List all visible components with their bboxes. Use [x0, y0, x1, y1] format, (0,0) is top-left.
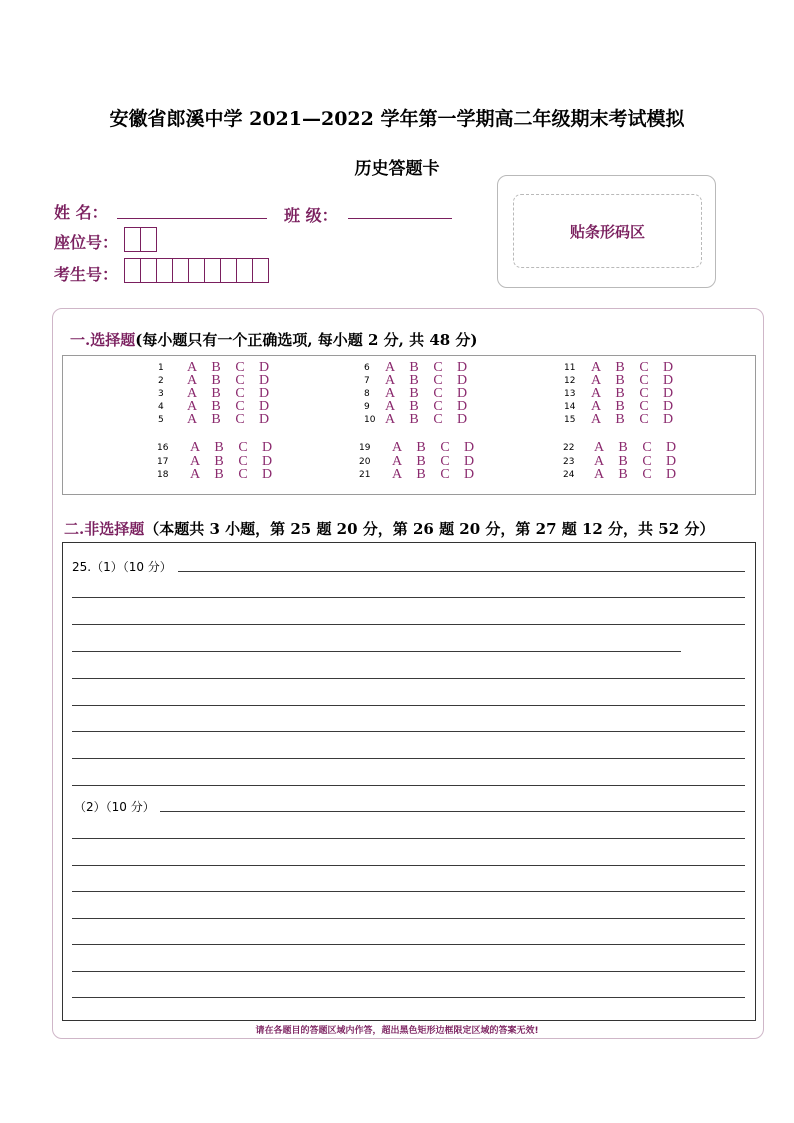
answer-line[interactable]	[72, 624, 745, 625]
option-a-bubble[interactable]: A	[590, 412, 602, 427]
option-b-bubble[interactable]: B	[615, 373, 625, 388]
answer-line[interactable]	[72, 838, 745, 839]
question-number: 14	[564, 402, 576, 412]
option-b-bubble[interactable]: B	[618, 440, 628, 455]
option-c-bubble[interactable]: C	[433, 373, 443, 388]
class-label: 班 级：	[284, 206, 338, 225]
option-b-bubble[interactable]: B	[615, 360, 625, 375]
question-number: 1	[158, 363, 164, 373]
option-b-bubble[interactable]: B	[214, 440, 224, 455]
answer-line[interactable]	[72, 865, 745, 866]
option-c-bubble[interactable]: C	[642, 454, 652, 469]
option-d-bubble[interactable]: D	[463, 454, 475, 469]
question-number: 8	[364, 389, 370, 399]
option-a-bubble[interactable]: A	[186, 399, 198, 414]
option-a-bubble[interactable]: A	[189, 467, 201, 482]
answer-line[interactable]	[72, 971, 745, 972]
answer-line[interactable]	[72, 891, 745, 892]
question-number: 24	[563, 470, 575, 480]
option-c-bubble[interactable]: C	[235, 412, 245, 427]
answer-region-q25	[62, 542, 756, 1021]
option-d-bubble[interactable]: D	[662, 412, 674, 427]
answer-line[interactable]	[72, 705, 745, 706]
option-b-bubble[interactable]: B	[211, 373, 221, 388]
option-a-bubble[interactable]: A	[186, 412, 198, 427]
option-b-bubble[interactable]: B	[214, 467, 224, 482]
question-number: 2	[158, 376, 164, 386]
option-c-bubble[interactable]: C	[433, 360, 443, 375]
option-b-bubble[interactable]: B	[214, 454, 224, 469]
option-b-bubble[interactable]: B	[615, 399, 625, 414]
exam-no-box[interactable]	[220, 258, 237, 283]
option-d-bubble[interactable]: D	[456, 412, 468, 427]
option-a-bubble[interactable]: A	[189, 440, 201, 455]
option-b-bubble[interactable]: B	[409, 373, 419, 388]
option-a-bubble[interactable]: A	[391, 467, 403, 482]
option-c-bubble[interactable]: C	[642, 467, 652, 482]
exam-no-box[interactable]	[204, 258, 221, 283]
option-c-bubble[interactable]: C	[433, 386, 443, 401]
option-a-bubble[interactable]: A	[384, 373, 396, 388]
option-c-bubble[interactable]: C	[238, 467, 248, 482]
option-d-bubble[interactable]: D	[662, 399, 674, 414]
answer-line[interactable]	[72, 651, 681, 652]
exam-no-box[interactable]	[188, 258, 205, 283]
answer-line[interactable]	[72, 731, 745, 732]
option-a-bubble[interactable]: A	[384, 386, 396, 401]
option-c-bubble[interactable]: C	[440, 440, 450, 455]
q25-part1-label: 25.（1）（10 分）	[72, 560, 172, 574]
answer-line[interactable]	[72, 997, 745, 998]
q25-part2-label: （2）（10 分）	[74, 800, 155, 814]
answer-line[interactable]	[72, 758, 745, 759]
footer-note: 请在各题目的答题区域内作答，超出黑色矩形边框限定区域的答案无效!	[255, 1026, 539, 1036]
exam-no-box[interactable]	[236, 258, 253, 283]
question-number: 4	[158, 402, 164, 412]
question-number: 23	[563, 457, 575, 467]
name-label: 姓 名：	[54, 203, 108, 222]
option-c-bubble[interactable]: C	[433, 399, 443, 414]
exam-number-label: 考生号：	[54, 265, 119, 284]
option-a-bubble[interactable]: A	[593, 454, 605, 469]
option-a-bubble[interactable]: A	[384, 360, 396, 375]
answer-line[interactable]	[160, 811, 745, 812]
option-c-bubble[interactable]: C	[639, 373, 649, 388]
exam-number-boxes[interactable]	[124, 258, 268, 283]
option-a-bubble[interactable]: A	[593, 440, 605, 455]
option-d-bubble[interactable]: D	[456, 360, 468, 375]
option-b-bubble[interactable]: B	[615, 412, 625, 427]
exam-no-box[interactable]	[156, 258, 173, 283]
exam-no-box[interactable]	[124, 258, 141, 283]
option-b-bubble[interactable]: B	[409, 412, 419, 427]
option-d-bubble[interactable]: D	[463, 467, 475, 482]
option-a-bubble[interactable]: A	[384, 399, 396, 414]
answer-line[interactable]	[72, 597, 745, 598]
option-c-bubble[interactable]: C	[639, 360, 649, 375]
option-a-bubble[interactable]: A	[590, 360, 602, 375]
option-d-bubble[interactable]: D	[258, 373, 270, 388]
section2-title: 非选择题	[84, 520, 145, 538]
section2-note: （本题共 3 小题，第 25 题 20 分，第 26 题 20 分，第 27 题 12 分，共 52 分）	[144, 520, 715, 538]
option-d-bubble[interactable]: D	[261, 440, 273, 455]
question-number: 16	[157, 443, 169, 453]
answer-line[interactable]	[72, 678, 745, 679]
option-b-bubble[interactable]: B	[416, 440, 426, 455]
section1-note: (每小题只有一个正确选项, 每小题 2 分, 共 48 分)	[135, 331, 478, 349]
option-d-bubble[interactable]: D	[258, 412, 270, 427]
option-d-bubble[interactable]: D	[662, 373, 674, 388]
question-number: 10	[364, 415, 376, 425]
option-d-bubble[interactable]: D	[258, 386, 270, 401]
option-c-bubble[interactable]: C	[639, 386, 649, 401]
option-b-bubble[interactable]: B	[618, 467, 628, 482]
exam-title: 安徽省郎溪中学 2021—2022 学年第一学期高二年级期末考试模拟	[109, 108, 685, 130]
question-number: 18	[157, 470, 169, 480]
section1-prefix: 一.	[70, 331, 91, 349]
option-a-bubble[interactable]: A	[189, 454, 201, 469]
option-d-bubble[interactable]: D	[261, 467, 273, 482]
option-a-bubble[interactable]: A	[384, 412, 396, 427]
option-b-bubble[interactable]: B	[416, 467, 426, 482]
option-a-bubble[interactable]: A	[590, 373, 602, 388]
question-number: 21	[359, 470, 371, 480]
question-number: 9	[364, 402, 370, 412]
option-b-bubble[interactable]: B	[211, 412, 221, 427]
section1-heading	[70, 329, 478, 350]
answer-line[interactable]	[72, 785, 745, 786]
option-b-bubble[interactable]: B	[615, 386, 625, 401]
option-d-bubble[interactable]: D	[456, 386, 468, 401]
option-b-bubble[interactable]: B	[618, 454, 628, 469]
section1-title: 选择题	[90, 331, 136, 349]
option-c-bubble[interactable]: C	[433, 412, 443, 427]
exam-no-box[interactable]	[140, 258, 157, 283]
seat-box[interactable]	[140, 227, 157, 252]
answer-sheet-subtitle: 历史答题卡	[354, 159, 440, 179]
barcode-area: 贴条形码区	[513, 194, 702, 268]
option-a-bubble[interactable]: A	[391, 454, 403, 469]
option-a-bubble[interactable]: A	[590, 399, 602, 414]
section2-prefix: 二.	[64, 520, 85, 538]
class-field[interactable]	[348, 218, 452, 219]
question-number: 19	[359, 443, 371, 453]
option-b-bubble[interactable]: B	[416, 454, 426, 469]
option-a-bubble[interactable]: A	[186, 373, 198, 388]
option-a-bubble[interactable]: A	[593, 467, 605, 482]
option-c-bubble[interactable]: C	[235, 386, 245, 401]
question-number: 20	[359, 457, 371, 467]
option-c-bubble[interactable]: C	[235, 360, 245, 375]
question-number: 13	[564, 389, 576, 399]
option-d-bubble[interactable]: D	[463, 440, 475, 455]
option-d-bubble[interactable]: D	[258, 399, 270, 414]
option-a-bubble[interactable]: A	[186, 360, 198, 375]
question-number: 5	[158, 415, 164, 425]
option-d-bubble[interactable]: D	[665, 440, 677, 455]
answer-line[interactable]	[72, 944, 745, 945]
question-number: 11	[564, 363, 576, 373]
option-b-bubble[interactable]: B	[409, 399, 419, 414]
question-number: 3	[158, 389, 164, 399]
exam-no-box[interactable]	[172, 258, 189, 283]
question-number: 12	[564, 376, 576, 386]
option-b-bubble[interactable]: B	[211, 360, 221, 375]
question-number: 7	[364, 376, 370, 386]
name-field[interactable]	[117, 218, 267, 219]
seat-number-boxes[interactable]	[124, 227, 156, 252]
question-number: 22	[563, 443, 575, 453]
seat-box[interactable]	[124, 227, 141, 252]
option-c-bubble[interactable]: C	[238, 454, 248, 469]
option-d-bubble[interactable]: D	[456, 373, 468, 388]
option-a-bubble[interactable]: A	[391, 440, 403, 455]
option-d-bubble[interactable]: D	[665, 467, 677, 482]
exam-no-box[interactable]	[252, 258, 269, 283]
option-c-bubble[interactable]: C	[235, 373, 245, 388]
answer-line[interactable]	[178, 571, 745, 572]
option-b-bubble[interactable]: B	[211, 386, 221, 401]
option-b-bubble[interactable]: B	[409, 386, 419, 401]
option-d-bubble[interactable]: D	[258, 360, 270, 375]
option-c-bubble[interactable]: C	[440, 454, 450, 469]
seat-label: 座位号：	[54, 233, 119, 252]
option-d-bubble[interactable]: D	[662, 386, 674, 401]
option-c-bubble[interactable]: C	[642, 440, 652, 455]
option-d-bubble[interactable]: D	[662, 360, 674, 375]
question-number: 17	[157, 457, 169, 467]
option-c-bubble[interactable]: C	[639, 399, 649, 414]
option-b-bubble[interactable]: B	[211, 399, 221, 414]
option-d-bubble[interactable]: D	[261, 454, 273, 469]
option-c-bubble[interactable]: C	[235, 399, 245, 414]
option-d-bubble[interactable]: D	[456, 399, 468, 414]
option-a-bubble[interactable]: A	[186, 386, 198, 401]
answer-line[interactable]	[72, 918, 745, 919]
option-c-bubble[interactable]: C	[238, 440, 248, 455]
question-number: 6	[364, 363, 370, 373]
option-c-bubble[interactable]: C	[639, 412, 649, 427]
option-a-bubble[interactable]: A	[590, 386, 602, 401]
option-b-bubble[interactable]: B	[409, 360, 419, 375]
section2-heading	[64, 518, 714, 539]
option-d-bubble[interactable]: D	[665, 454, 677, 469]
question-number: 15	[564, 415, 576, 425]
option-c-bubble[interactable]: C	[440, 467, 450, 482]
